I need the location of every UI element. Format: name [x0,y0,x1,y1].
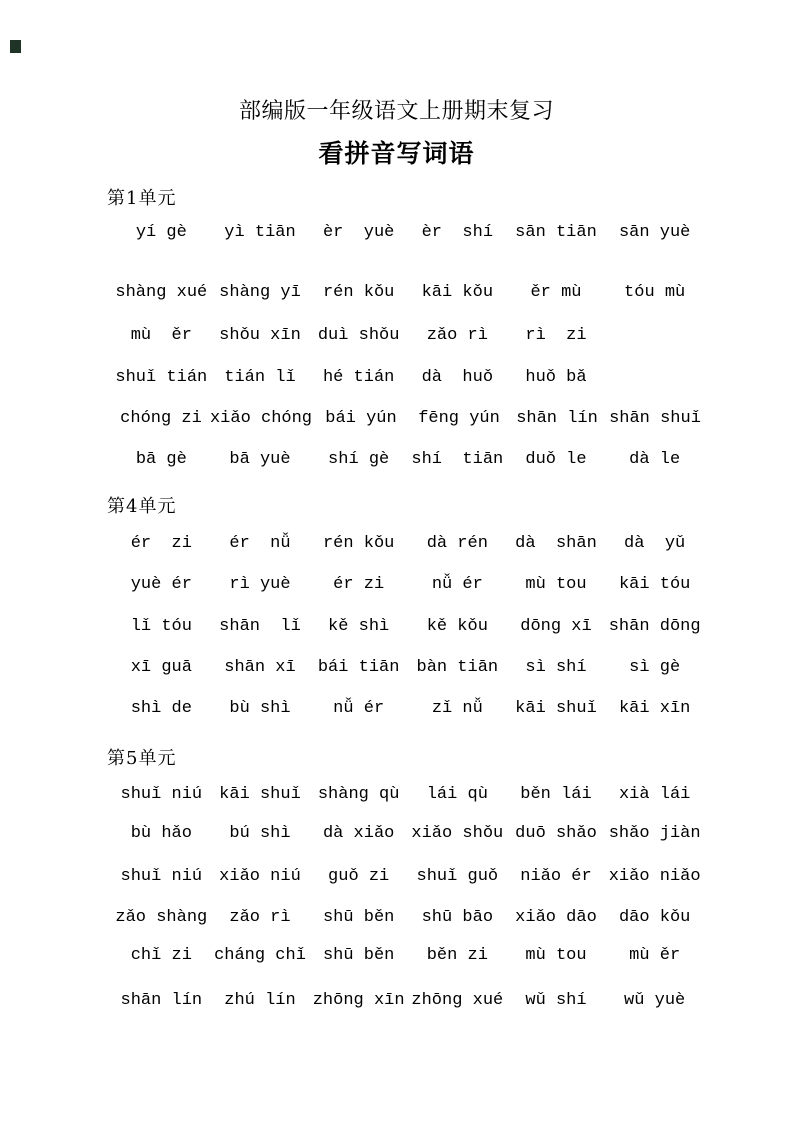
pinyin-word: shàng qù [317,785,400,804]
pinyin-word: bā gè [135,450,187,469]
pinyin-word: shí gè [328,450,390,469]
pinyin-word: nǚ ér [431,575,483,594]
pinyin-row [112,698,704,720]
pinyin-word: shǒu xīn [219,326,301,345]
pinyin-word: lǐ tóu [130,617,192,636]
pinyin-word: yuè ér [130,575,192,594]
pinyin-word: shàng yī [219,283,301,302]
pinyin-word: chóng zi [120,409,202,428]
pinyin-word: èr shí [421,223,494,242]
pinyin-word: dà le [629,450,681,469]
pinyin-word: shān dōng [608,617,701,636]
pinyin-word: zhōng xué [411,991,504,1010]
pinyin-word: dōng xī [520,617,592,636]
pinyin-row [112,367,704,389]
pinyin-word: bú shì [229,824,291,843]
pinyin-word: shí tiān [411,450,504,469]
pinyin-word: shān lǐ [219,617,301,636]
pinyin-word: ér zi [333,575,385,594]
pinyin-word: bái yún [325,409,397,428]
pinyin-word: mù tou [525,946,587,965]
pinyin-word: bù shì [229,699,291,718]
pinyin-word: wǔ yuè [624,991,686,1010]
pinyin-row [112,574,704,596]
pinyin-word: kāi kǒu [421,283,494,302]
pinyin-word: sì gè [629,658,681,677]
pinyin-word: bái tiān [317,658,400,677]
pinyin-word: dà huǒ [421,368,494,387]
pinyin-word: bù hǎo [130,824,192,843]
pinyin-word: zhú lín [224,991,296,1010]
pinyin-row [112,990,704,1012]
pinyin-word: shū běn [322,908,395,927]
pinyin-word: zǎo rì [426,326,488,345]
pinyin-word: cháng chǐ [214,946,306,965]
pinyin-word: mù ěr [130,326,192,345]
pinyin-word: sān yuè [618,223,691,242]
pinyin-row [112,616,704,638]
pinyin-word: zǎo shàng [115,908,208,927]
pinyin-word: dà shān [515,534,597,553]
pinyin-word: kāi tóu [618,575,691,594]
pinyin-word: dà yǔ [624,534,686,553]
pinyin-word: sān tiān [515,223,597,242]
pinyin-word: sì shí [525,658,587,677]
pinyin-word: běn zi [426,946,488,965]
pinyin-row [112,282,704,304]
pinyin-word: niǎo ér [520,867,592,886]
pinyin-word: xià lái [618,785,691,804]
pinyin-word: huǒ bǎ [525,368,587,387]
pinyin-word: ér zi [130,534,192,553]
pinyin-row [112,657,704,679]
pinyin-word: zhōng xīn [312,991,405,1010]
pinyin-word: xiǎo shǒu [411,824,504,843]
cursor-marker [10,40,21,53]
pinyin-word: bàn tiān [416,658,499,677]
pinyin-word: shān lín [516,409,598,428]
pinyin-word: hé tián [322,368,395,387]
pinyin-word: shū bāo [421,908,494,927]
pinyin-word: rén kǒu [322,283,395,302]
pinyin-row [112,784,704,806]
document-subtitle: 看拼音写词语 [318,140,475,168]
pinyin-word: chǐ zi [130,946,192,965]
pinyin-row [112,325,704,347]
pinyin-word: shān xī [224,658,296,677]
section-heading: 第4单元 [107,496,177,517]
pinyin-row [112,945,704,967]
pinyin-word: shuǐ niú [120,785,203,804]
pinyin-word: tián lǐ [224,368,296,387]
pinyin-word: kě kǒu [426,617,488,636]
pinyin-word: dà rén [426,534,488,553]
pinyin-word: kě shì [328,617,390,636]
pinyin-word: běn lái [520,785,592,804]
pinyin-word: shuǐ niú [120,867,203,886]
pinyin-word: zǎo rì [229,908,291,927]
pinyin-word: shān lín [120,991,203,1010]
pinyin-word: kāi shuǐ [219,785,301,804]
pinyin-word: shū běn [322,946,395,965]
pinyin-word: wǔ shí [525,991,587,1010]
pinyin-word: mù tou [525,575,587,594]
pinyin-row [112,449,704,471]
pinyin-word: ér nǚ [229,534,291,553]
pinyin-word: nǚ ér [333,699,385,718]
pinyin-word: xiǎo niǎo [608,867,701,886]
pinyin-word: duì shǒu [317,326,400,345]
pinyin-word: lái qù [426,785,488,804]
pinyin-word: ěr mù [530,283,582,302]
pinyin-word: fēng yún [418,409,500,428]
pinyin-word: xiǎo chóng [209,409,313,428]
pinyin-word: mù ěr [629,946,681,965]
pinyin-word: dāo kǒu [618,908,691,927]
pinyin-word: bā yuè [229,450,291,469]
pinyin-word: xī guā [130,658,192,677]
pinyin-word: duō shǎo [515,824,597,843]
pinyin-word: rì yuè [229,575,291,594]
pinyin-word: guǒ zi [328,867,390,886]
pinyin-word: duǒ le [525,450,587,469]
pinyin-word: kāi shuǐ [515,699,597,718]
pinyin-word: shì de [130,699,192,718]
pinyin-word: shuǐ tián [115,368,208,387]
section-heading: 第1单元 [107,188,177,209]
pinyin-row [112,222,704,244]
pinyin-word: yí gè [135,223,187,242]
pinyin-word: xiǎo dāo [515,908,597,927]
pinyin-word: shǎo jiàn [608,824,701,843]
pinyin-row [112,866,704,888]
pinyin-word: èr yuè [322,223,395,242]
pinyin-row [112,907,704,929]
pinyin-row [112,823,704,845]
pinyin-word: xiǎo niú [219,867,301,886]
document-title: 部编版一年级语文上册期末复习 [238,99,554,124]
pinyin-word: dà xiǎo [322,824,395,843]
pinyin-row [112,408,704,430]
pinyin-word: yì tiān [224,223,296,242]
pinyin-word: kāi xīn [618,699,691,718]
pinyin-word: shuǐ guǒ [416,867,499,886]
pinyin-word: zǐ nǚ [431,699,483,718]
pinyin-row [112,533,704,555]
pinyin-word: tóu mù [624,283,686,302]
section-heading: 第5单元 [107,748,177,769]
pinyin-word: rì zi [525,326,587,345]
pinyin-word: shàng xué [115,283,208,302]
pinyin-word: rén kǒu [322,534,395,553]
pinyin-word: shān shuǐ [609,409,701,428]
